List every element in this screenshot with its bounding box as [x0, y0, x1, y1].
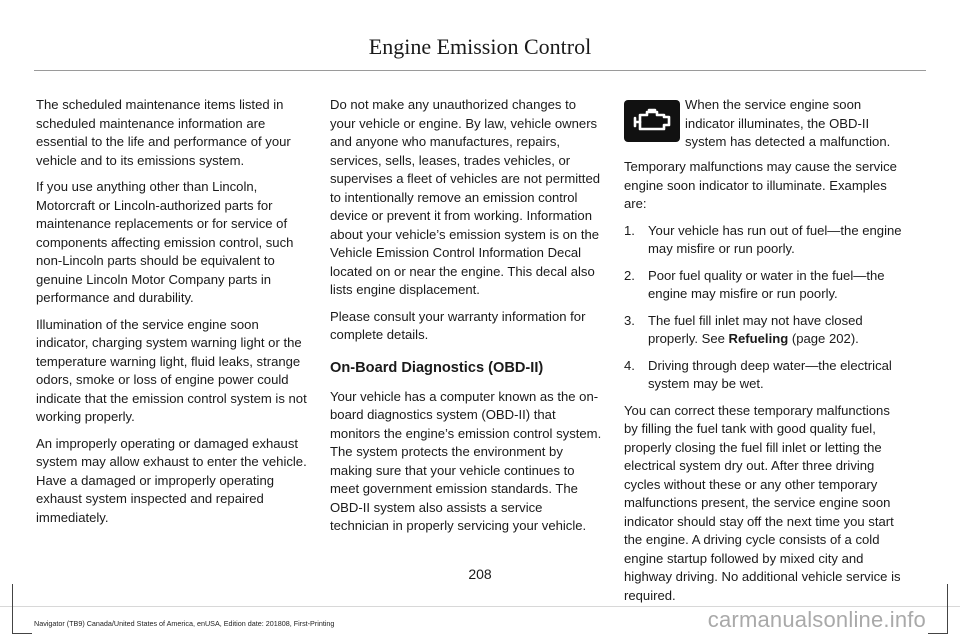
paragraph: The scheduled maintenance items listed in scheduled maintenance information are essential to the life and performance of your vehicle and to its emissions system.: [36, 97, 291, 168]
list-text: (page 202).: [788, 331, 859, 346]
list-number: 3.: [624, 312, 635, 328]
list-item: [624, 312, 904, 349]
examples-list: [624, 222, 904, 394]
page-title: Engine Emission Control: [368, 34, 592, 59]
column-3: [624, 96, 904, 613]
paragraph: Do not make any unauthorized changes to your vehicle or engine. By law, vehicle owners and anyone who manufactures, repairs, services, sells, leases, trades vehicles, or supervises a fleet of vehicles are not permitted to intentionally remove an emission control device or prevent it from working. Information about your vehicle’s emission system is on the Vehicle Emission Control Information Decal located on or near the engine. This decal also lists engine displacement.: [330, 97, 601, 297]
column-1: [36, 96, 308, 535]
list-number: 4.: [624, 357, 635, 373]
paragraph: If you use anything other than Lincoln, Motorcraft or Lincoln-authorized parts for maintenance replacements or for service of components affecting emission control, such non-Lincoln parts should be equivalent to genuine Lincoln Motor Company parts in performance and durability.: [36, 179, 294, 305]
paragraph: Illumination of the service engine soon indicator, charging system warning light or the temperature warning light, fluid leaks, strange odors, smoke or loss of engine power could indicate that the emission control system is not working properly.: [36, 316, 307, 424]
crop-mark: [947, 584, 948, 634]
paragraph: An improperly operating or damaged exhaust system may allow exhaust to enter the vehicle. Have a damaged or improperly operating exhaust system inspected and repaired immediately.: [36, 435, 307, 525]
list-item: [624, 267, 904, 304]
indicator-description: [624, 96, 904, 156]
crop-mark: [12, 633, 32, 634]
list-text: Your vehicle has run out of fuel—the engine may misfire or run poorly.: [648, 222, 902, 256]
section-heading-obd: On-Board Diagnostics (OBD-II): [330, 359, 544, 376]
intro-text: Temporary malfunctions may cause the service engine soon indicator to illuminate. Examples are:: [624, 159, 897, 211]
list-number: 1.: [624, 222, 635, 238]
indicator-text: When the service engine soon indicator illuminates, the OBD-II system has detected a malfunction.: [685, 97, 891, 149]
crop-mark: [928, 633, 948, 634]
paragraph: Your vehicle has a computer known as the on-board diagnostics system (OBD-II) that monitors the engine’s emission control system. The system protects the environment by making sure that your vehicle continues to meet government emission standards. The OBD-II system also assists a service technician in properly servicing your vehicle.: [330, 388, 602, 533]
paragraph: Please consult your warranty information for complete details.: [330, 308, 586, 342]
edition-footer: Navigator (TB9) Canada/United States of America, enUSA, Edition date: 201808, First-Printing: [34, 619, 335, 628]
list-item: [624, 357, 904, 394]
check-engine-icon: [624, 100, 680, 142]
column-2: [330, 96, 602, 544]
refueling-link[interactable]: Refueling: [728, 331, 789, 346]
closing-text: You can correct these temporary malfunctions by filling the fuel tank with good quality fuel, properly closing the fuel fill inlet or letting the electrical system dry out. After three driving cycles without these or any other temporary malfunctions present, the service engine soon indicator should stay off the next time you start the engine. A driving cycle consists of a cold engine startup followed by mixed city and highway driving. No additional vehicle service is required.: [624, 402, 901, 603]
watermark: carmanualsonline.info: [707, 607, 926, 632]
list-text: The fuel fill inlet may not have closed properly. See: [648, 312, 863, 346]
list-number: 2.: [624, 267, 635, 283]
crop-mark: [12, 584, 13, 634]
page-number: 208: [468, 566, 492, 582]
header-divider: [34, 70, 926, 71]
list-text: Poor fuel quality or water in the fuel—the engine may misfire or run poorly.: [648, 267, 885, 301]
list-item: [624, 222, 904, 259]
list-text: Driving through deep water—the electrical system may be wet.: [648, 357, 892, 391]
